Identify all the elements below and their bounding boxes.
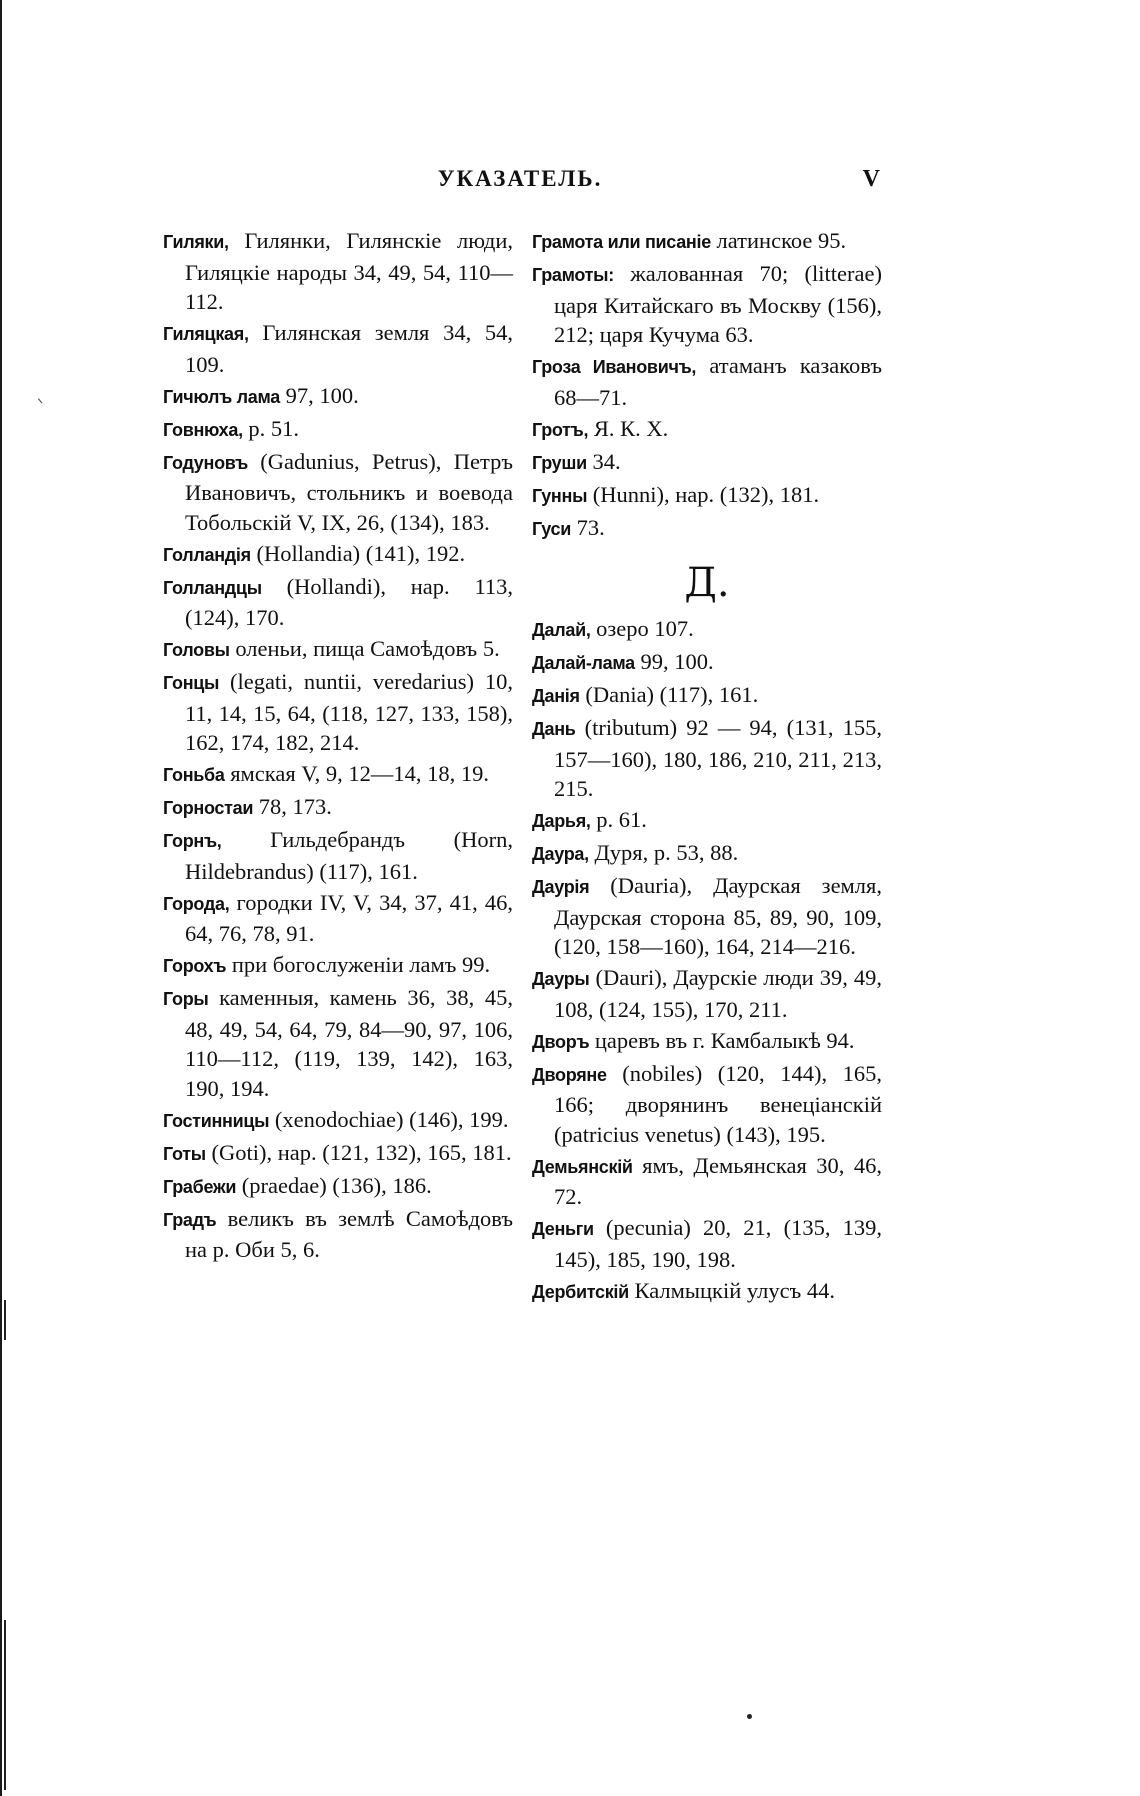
index-entry: [163, 1138, 513, 1170]
index-entry-term: Даурія: [532, 877, 590, 897]
index-entry-term: Дань: [532, 719, 576, 739]
index-entry-term: Головы: [163, 640, 230, 660]
scan-speck: [38, 394, 47, 403]
index-entry: [163, 792, 513, 824]
index-entry-term: Гуси: [532, 518, 571, 539]
index-entry-text: 99, 100.: [634, 649, 714, 674]
index-group-g: [532, 226, 882, 544]
index-entry: [163, 572, 513, 633]
index-entry: [532, 1026, 882, 1058]
index-entry: [532, 447, 882, 479]
index-entry-text: р. 61.: [590, 807, 647, 832]
index-entry: [163, 447, 513, 538]
index-entry-text: 78, 173.: [253, 794, 332, 819]
index-entry-text: оленьи, пища Самоѣдовъ 5.: [229, 636, 500, 661]
index-entry: [163, 888, 513, 949]
index-entry-text: озеро 107.: [590, 616, 694, 641]
index-entry: [163, 414, 513, 446]
index-entry-text: (Gadunius, Petrus), Петръ Ивановичъ, стольникъ и воевода Тобольскій V, IX, 26, (134), 183.: [185, 448, 513, 535]
index-entry: [163, 1105, 513, 1137]
index-entry: [163, 983, 513, 1103]
index-entry-text: царевъ въ г. Камбалыкѣ 94.: [589, 1027, 855, 1053]
scan-edge-mark: [4, 1620, 6, 1790]
index-entry-term: Гротъ,: [532, 419, 589, 440]
index-entry-text: (praedae) (136), 186.: [236, 1172, 432, 1198]
index-entry-text: (Hunni), нар. (132), 181.: [587, 481, 820, 507]
index-entry-text: каменныя, камень 36, 38, 45, 48, 49, 54, 64, 79, 84—90, 97, 106, 110—112, (119, 139, 142), 163, 190, 194.: [185, 985, 513, 1101]
index-entry-text: городки IV, V, 34, 37, 41, 46, 64, 76, 78, 91.: [185, 889, 513, 946]
index-entry: [532, 713, 882, 804]
index-entry-term: Груши: [532, 452, 587, 473]
page-number: V: [862, 166, 880, 192]
index-entry-term: Голландцы: [163, 577, 262, 598]
index-entry: [163, 381, 513, 413]
index-entry-term: Дворъ: [532, 1031, 590, 1052]
index-entry-text: Калмыцкій улусъ 44.: [628, 1277, 836, 1303]
index-entry-text: Я. К. Х.: [588, 415, 669, 441]
index-entry: [532, 838, 882, 870]
index-entry-term: Говнюха,: [163, 419, 243, 440]
page-left-edge: [0, 0, 2, 1796]
index-entry-text: 34.: [586, 448, 621, 474]
index-entry-term: Гиляки,: [163, 232, 229, 252]
index-entry-term: Горностаи: [163, 798, 254, 818]
index-entry: [163, 667, 513, 758]
index-entry-text: Гилянская земля 34, 54, 109.: [185, 320, 513, 377]
index-entry: [532, 1059, 882, 1150]
index-entry-term: Деньги: [532, 1219, 594, 1239]
index-entry-term: Горохъ: [163, 956, 227, 976]
index-entry-text: (Dauri), Даурскіе люди 39, 49, 108, (124, 155), 170, 211.: [554, 965, 882, 1022]
index-entry-text: ямская V, 9, 12—14, 18, 19.: [224, 761, 490, 786]
index-entry: [163, 759, 513, 791]
index-entry-text: латинское 95.: [710, 228, 847, 253]
index-entry-text: (xenodochiae) (146), 199.: [269, 1106, 509, 1132]
page-title: УКАЗАТЕЛЬ.: [437, 166, 603, 191]
index-entry-text: (Hollandi), нар. 113, (124), 170.: [185, 573, 513, 630]
index-entry-term: Гонцы: [163, 673, 220, 693]
index-entry-text: (tributum) 92 — 94, (131, 155, 157—160), 180, 186, 210, 211, 213, 215.: [554, 715, 882, 801]
index-entry-text: атаманъ казаковъ 68—71.: [554, 353, 883, 410]
index-entry: [532, 805, 882, 837]
index-entry-text: (pecunia) 20, 21, (135, 139, 145), 185, 190, 198.: [554, 1215, 882, 1272]
index-entry: [532, 414, 882, 446]
index-entry: [532, 1213, 882, 1274]
index-entry-text: при богослуженіи ламъ 99.: [226, 952, 491, 977]
index-entry-term: Далай,: [532, 620, 591, 640]
index-entry: [532, 963, 882, 1024]
index-entry-term: Грамота или писаніе: [532, 232, 711, 252]
index-entry-text: жалованная 70; (litterae) царя Китайскаго въ Москву (156), 212; царя Кучума 63.: [554, 261, 882, 347]
index-entry: [163, 318, 513, 379]
index-entry-text: (Dania) (117), 161.: [579, 682, 759, 707]
index-entry-term: Дауры: [532, 969, 590, 989]
index-entry-term: Дарья,: [532, 811, 591, 831]
index-entry-text: р. 51.: [242, 415, 300, 441]
index-entry-text: 73.: [570, 514, 605, 540]
index-entry-term: Градъ: [163, 1209, 217, 1230]
index-entry-term: Готы: [163, 1143, 206, 1164]
page-header: [160, 166, 880, 200]
index-group-d: [532, 614, 882, 1307]
index-entry-term: Даура,: [532, 844, 589, 864]
index-entry: [163, 539, 513, 571]
index-entry: [532, 226, 882, 258]
index-column-right: [532, 226, 882, 1309]
index-entry-term: Дербитскій: [532, 1281, 629, 1302]
index-entry-term: Далай-лама: [532, 653, 635, 673]
index-entry-text: Гилянки, Гилянскіе люди, Гиляцкіе народы 34, 49, 54, 110—112.: [185, 228, 513, 314]
index-entry-term: Демьянскій: [532, 1156, 633, 1177]
index-entry-text: Дуря, р. 53, 88.: [588, 840, 739, 865]
index-entry-text: (Dauria), Даурская земля, Даурская сторона 85, 89, 90, 109, (120, 158—160), 164, 214—216.: [554, 873, 882, 959]
index-entry-term: Грамоты:: [532, 265, 614, 285]
index-entry-term: Голландія: [163, 544, 251, 565]
index-column-left: [163, 226, 513, 1266]
index-entry-text: Гильдебрандъ (Horn, Hildebrandus) (117), 161.: [185, 827, 513, 884]
scan-edge-mark: [4, 1300, 6, 1340]
index-entry-text: (Hollandia) (141), 192.: [250, 540, 466, 566]
index-entry: [532, 1276, 882, 1308]
index-entry: [532, 513, 882, 545]
index-entry: [532, 871, 882, 962]
index-entry-term: Города,: [163, 893, 230, 914]
index-entry-term: Гунны: [532, 485, 588, 506]
index-entry: [532, 351, 882, 412]
index-entry-text: ямъ, Демьянская 30, 46, 72.: [554, 1152, 882, 1209]
section-letter-heading: Д.: [684, 560, 730, 606]
index-entry: [532, 647, 882, 679]
index-entry: [532, 680, 882, 712]
index-entry-text: 97, 100.: [280, 382, 359, 408]
scan-dot: [747, 1714, 752, 1719]
index-entry: [163, 634, 513, 666]
index-entry: [163, 825, 513, 886]
index-entry-term: Грабежи: [163, 1176, 237, 1197]
index-entry-term: Гостинницы: [163, 1110, 270, 1131]
index-entry-text: (nobiles) (120, 144), 165, 166; дворянинъ венеціанскій (patricius venetus) (143), 195.: [554, 1060, 882, 1147]
index-entry-term: Гоньба: [163, 765, 225, 785]
index-entry-term: Гиляцкая,: [163, 324, 249, 344]
index-entry-text: великъ въ землѣ Самоѣдовъ на р. Оби 5, 6.: [185, 1205, 513, 1262]
index-entry: [532, 259, 882, 350]
index-entry-term: Гроза Ивановичъ,: [532, 357, 697, 377]
index-entry: [163, 950, 513, 982]
index-entry: [532, 480, 882, 512]
index-entry: [532, 1151, 882, 1212]
index-entry-term: Данія: [532, 686, 580, 706]
index-entry-text: (Goti), нар. (121, 132), 165, 181.: [205, 1139, 512, 1165]
index-entry: [163, 1171, 513, 1203]
index-entry-term: Горнъ,: [163, 831, 222, 851]
index-entry-term: Горы: [163, 989, 209, 1009]
index-entry-term: Гичюлъ лама: [163, 386, 280, 407]
index-entry-term: Годуновъ: [163, 452, 248, 473]
index-entry: [163, 226, 513, 317]
index-entry-text: (legati, nuntii, veredarius) 10, 11, 14, 15, 64, (118, 127, 133, 158), 162, 174, 182, 214.: [185, 669, 513, 755]
index-entry-term: Дворяне: [532, 1064, 607, 1085]
index-entry: [532, 614, 882, 646]
index-entry: [163, 1204, 513, 1265]
